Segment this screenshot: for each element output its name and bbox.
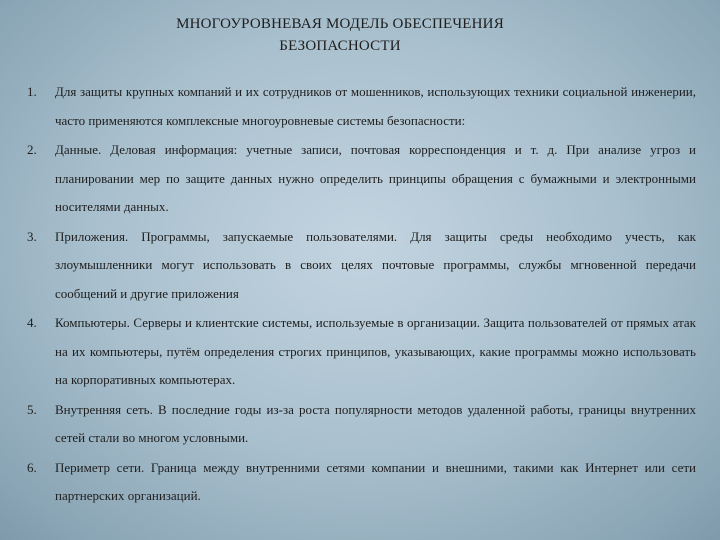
list-item-text: Внутренняя сеть. В последние годы из-за роста популярности методов удаленной работы, границы внутренних сетей стали во многом условными. [55,401,696,445]
list-item-number: 4. [27,315,37,330]
list-item-number: 5. [27,401,37,417]
list-item-text: Периметр сети. Граница между внутренними сетями компании и внешними, такими как Интернет или сети партнерских организаций. [55,459,696,503]
list-item-number: 3. [27,228,37,244]
list-item [27,309,696,395]
list-item [27,454,696,511]
slide-title [100,13,580,57]
list-item-number: 2. [27,142,37,157]
list-item [27,78,696,135]
list-item-text: Компьютеры. Серверы и клиентские системы, используемые в организации. Защита пользователей от прямых атак на их компьютеры, путём определения строгих принципов, указывающих, какие программы можно использовать на корпоративных компьютерах. [55,315,696,387]
list-item-text: Приложения. Программы, запускаемые пользователями. Для защиты среды необходимо учесть, как злоумышленники могут использовать в своих целях почтовые программы, службы мгновенной передачи сообщений и другие приложения [55,228,696,301]
list-item [27,223,696,309]
slide-title-line-1: МНОГОУРОВНЕВАЯ МОДЕЛЬ ОБЕСПЕЧЕНИЯ [176,16,504,32]
numbered-list [27,78,696,511]
slide-title-line-2: БЕЗОПАСНОСТИ [279,38,401,54]
list-item [27,396,696,453]
list-item-number: 1. [27,84,37,99]
list-item-number: 6. [27,459,37,475]
list-item-text: Для защиты крупных компаний и их сотрудников от мошенников, использующих техники социальной инженерии, часто применяются комплексные многоуровневые системы безопасности: [55,84,696,128]
list-item [27,136,696,222]
list-item-text: Данные. Деловая информация: учетные записи, почтовая корреспонденция и т. д. При анализе угроз и планировании мер по защите данных нужно определить принципы обращения с бумажными и электронными носителями данных. [55,142,696,214]
